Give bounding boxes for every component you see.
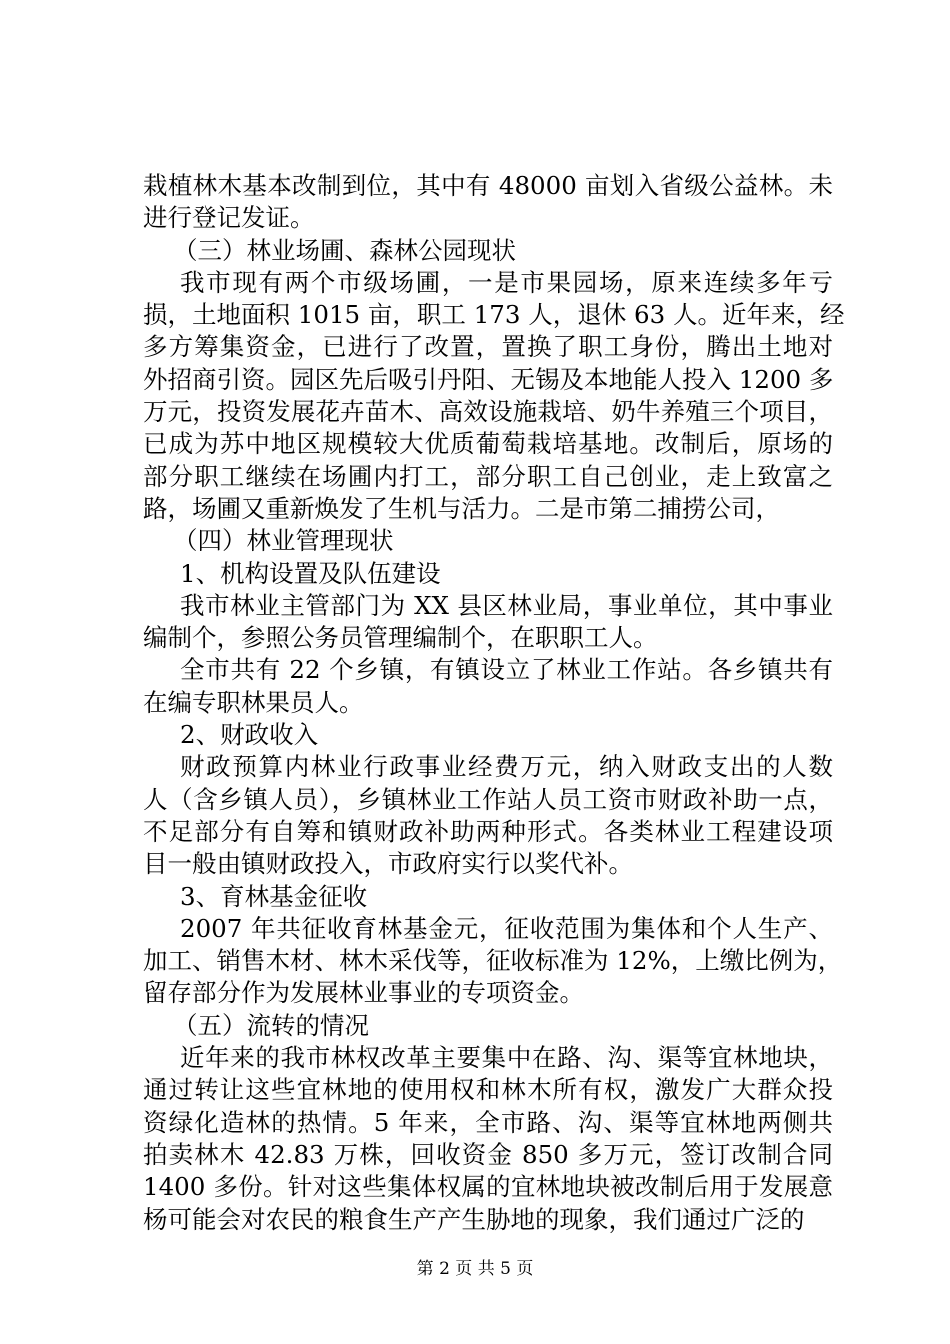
- page-footer: 第 2 页 共 5 页: [416, 1259, 534, 1279]
- text-line: 3、育林基金征收: [180, 881, 368, 911]
- text-line: （四）林业管理现状: [173, 526, 394, 556]
- text-line: 资绿化造林的热情。5 年来，全市路、沟、渠等宜林地两侧共: [143, 1107, 833, 1137]
- text-line: 我市林业主管部门为 XX 县区林业局，事业单位，其中事业: [180, 590, 833, 620]
- text-line: 外招商引资。园区先后吸引丹阳、无锡及本地能人投入 1200 多: [143, 364, 834, 394]
- document-body: [143, 170, 845, 1236]
- text-line: 我市现有两个市级场圃，一是市果园场，原来连续多年亏: [180, 267, 833, 297]
- text-line: 通过转让这些宜林地的使用权和林木所有权，激发广大群众投: [143, 1075, 833, 1105]
- text-line: 损，土地面积 1015 亩，职工 173 人，退休 63 人。近年来，经: [143, 300, 845, 330]
- paragraph: [143, 590, 833, 655]
- text-line: 目一般由镇财政投入，市政府实行以奖代补。: [143, 849, 633, 879]
- text-line: 在编专职林果员人。: [143, 687, 364, 717]
- paragraph: [143, 654, 833, 719]
- text-line: 近年来的我市林权改革主要集中在路、沟、渠等宜林地块，: [180, 1043, 833, 1073]
- paragraph: [143, 719, 833, 751]
- paragraph: [143, 170, 833, 235]
- text-line: 多方筹集资金，已进行了改置，置换了职工身份，腾出土地对: [143, 332, 833, 362]
- text-line: 拍卖林木 42.83 万株，回收资金 850 多万元，签订改制合同: [143, 1139, 833, 1169]
- text-line: 部分职工继续在场圃内打工，部分职工自己创业，走上致富之: [143, 461, 833, 491]
- text-line: 已成为苏中地区规模较大优质葡萄栽培基地。改制后，原场的: [143, 429, 833, 459]
- text-line: （五）流转的情况: [173, 1010, 369, 1040]
- text-line: 编制个，参照公务员管理编制个，在职职工人。: [143, 623, 658, 653]
- paragraph: [143, 267, 845, 525]
- paragraph: [143, 558, 833, 590]
- text-line: 加工、销售木材、林木采伐等，征收标准为 12%，上缴比例为，: [143, 946, 843, 976]
- text-line: 进行登记发证。: [143, 203, 315, 233]
- text-line: 财政预算内林业行政事业经费万元，纳入财政支出的人数: [180, 752, 833, 782]
- text-line: 1、机构设置及队伍建设: [180, 558, 441, 588]
- text-line: 留存部分作为发展林业事业的专项资金。: [143, 978, 584, 1008]
- text-line: 路，场圃又重新焕发了生机与活力。二是市第二捕捞公司，: [143, 493, 780, 523]
- text-line: 全市共有 22 个乡镇，有镇设立了林业工作站。各乡镇共有: [180, 655, 833, 685]
- text-line: 2、财政收入: [180, 720, 319, 750]
- text-line: 万元，投资发展花卉苗木、高效设施栽培、奶牛养殖三个项目，: [143, 397, 833, 427]
- paragraph: [143, 1042, 833, 1236]
- text-line: 2007 年共征收育林基金元，征收范围为集体和个人生产、: [180, 913, 833, 943]
- paragraph: [143, 751, 833, 880]
- text-line: 杨可能会对农民的粮食生产产生胁地的现象，我们通过广泛的: [143, 1204, 805, 1234]
- text-line: 人（含乡镇人员），乡镇林业工作站人员工资市财政补助一点，: [143, 784, 833, 814]
- paragraph: [143, 913, 843, 1010]
- text-line: 栽植林木基本改制到位，其中有 48000 亩划入省级公益林。未: [143, 171, 833, 200]
- section-heading: [143, 235, 833, 267]
- text-line: （三）林业场圃、森林公园现状: [173, 235, 516, 265]
- text-line: 不足部分有自筹和镇财政补助两种形式。各类林业工程建设项: [143, 816, 833, 846]
- section-heading: [143, 1010, 833, 1042]
- section-heading: [143, 525, 833, 557]
- text-line: 1400 多份。针对这些集体权属的宜林地块被改制后用于发展意: [143, 1172, 833, 1202]
- paragraph: [143, 881, 833, 913]
